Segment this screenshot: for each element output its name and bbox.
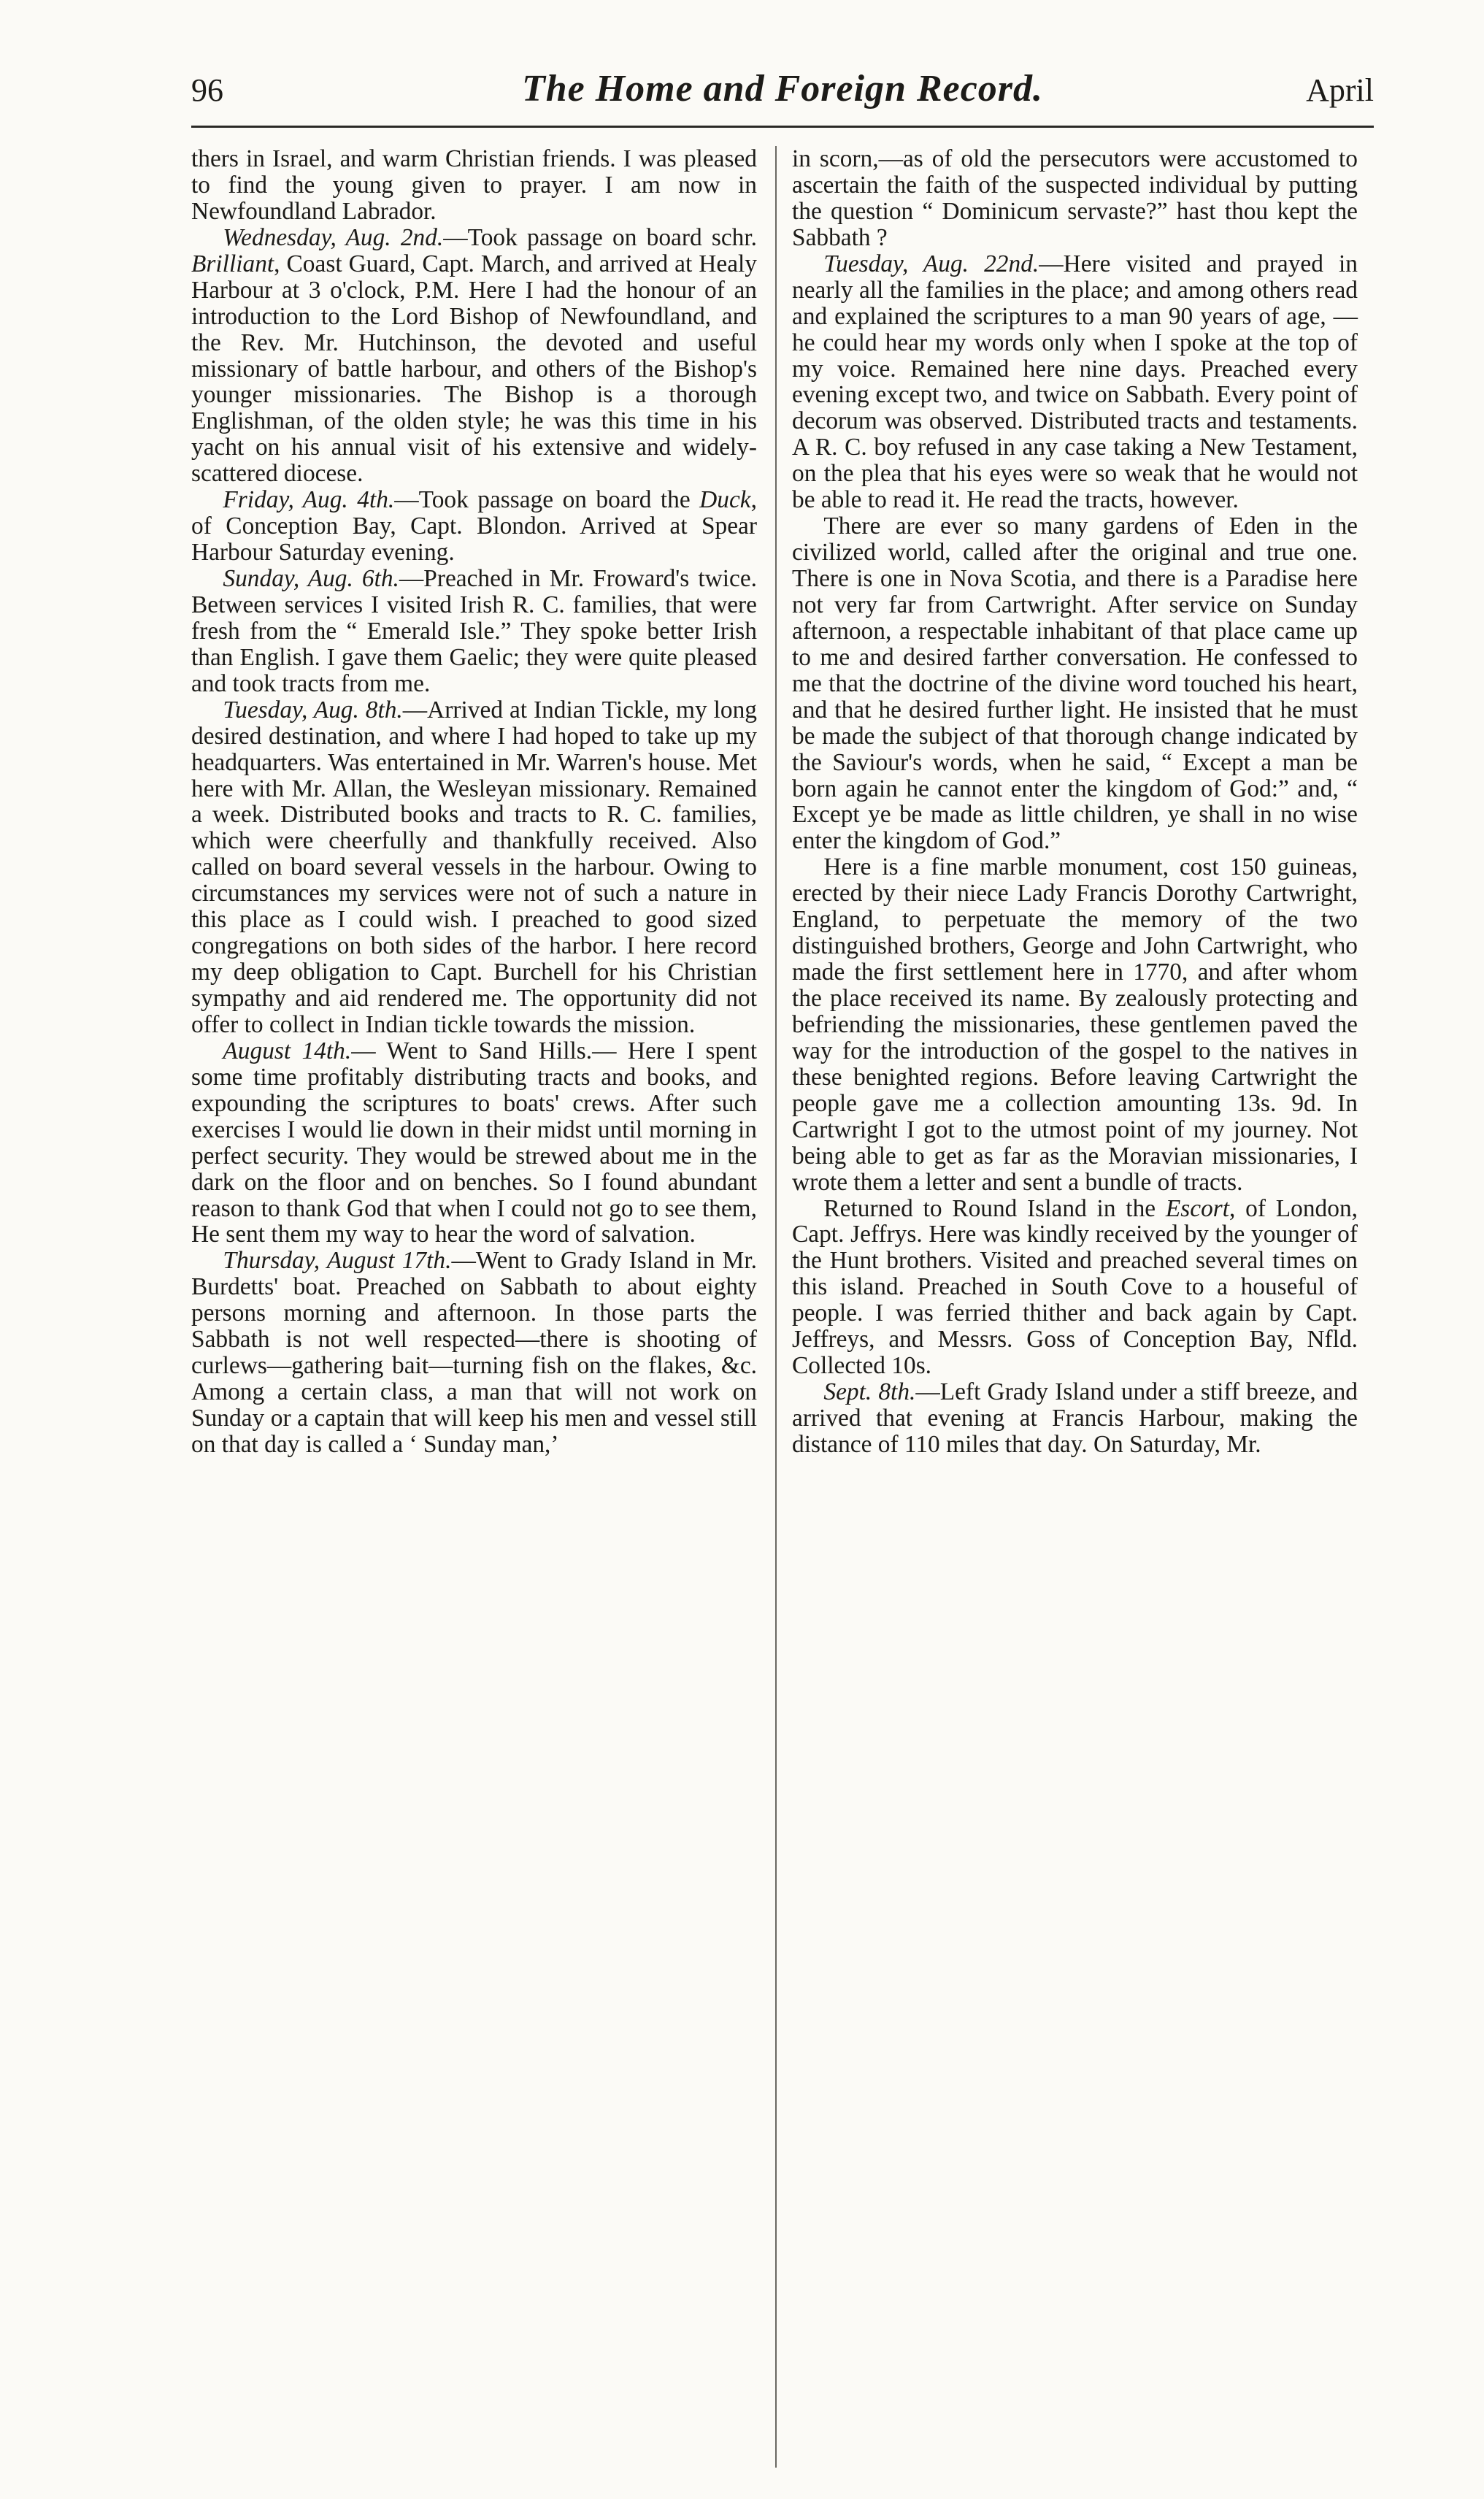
header-rule bbox=[191, 126, 1374, 128]
paragraph bbox=[191, 146, 757, 225]
paragraph bbox=[792, 146, 1358, 251]
page-number: 96 bbox=[191, 72, 223, 108]
paragraph-text: , of London, Capt. Jeffrys. Here was kindly received by the younger of the Hunt brothers. Visited and preached several times on this island. Preached in South Cove to a houseful of people. I was ferried thither and back again by Capt. Jeffreys, and Messrs. Goss of Conception Bay, Nfld. Collected 10s. bbox=[792, 1194, 1358, 1380]
column-divider bbox=[775, 146, 777, 2468]
paragraph bbox=[191, 566, 757, 697]
paragraph-text: —Went to Grady Island in Mr. Burdetts' boat. Preached on Sabbath to about eighty persons morning and afternoon. In those parts the Sabbath is not well respected—there is shooting of curlews—gathering bait—turning fish on the flakes, &c. Among a certain class, a man that will not work on Sunday or a captain that will keep his men and vessel still on that day is called a ‘ Sunday man,’ bbox=[191, 1247, 757, 1458]
paragraph bbox=[792, 1379, 1358, 1458]
paragraph bbox=[792, 251, 1358, 513]
paragraph bbox=[792, 854, 1358, 1195]
entry-date: Thursday, August 17th. bbox=[223, 1247, 452, 1275]
paragraph-text: , Coast Guard, Capt. March, and arrived at Healy Harbour at 3 o'clock, P.M. Here I had the honour of an introduction to the Lord Bishop of Newfoundland, and the Rev. Mr. Hutchinson, the devoted and useful missionary of battle harbour, and others of the Bishop's younger missionaries. The Bishop is a thorough Englishman, of the olden style; he was this time in his yacht on his annual visit of his extensive and widely-scattered diocese. bbox=[191, 250, 757, 488]
paragraph-text: thers in Israel, and warm Christian friends. I was pleased to find the young given to prayer. I am now in Newfoundland Labrador. bbox=[191, 145, 757, 225]
paragraph-text: —Left Grady Island under a stiff breeze, and arrived that evening at Francis Harbour, making the distance of 110 miles that day. On Saturday, Mr. bbox=[792, 1378, 1358, 1458]
paragraph-text: — Went to Sand Hills.— Here I spent some time profitably distributing tracts and books, and expounding the scriptures to boats' crews. After such exercises I would lie down in their midst until morning in perfect security. They would be strewed about me in the dark on the floor and on benches. So I found abundant reason to thank God that when I could not go to see them, He sent them my way to hear the word of salvation. bbox=[191, 1037, 758, 1248]
right-column bbox=[792, 146, 1358, 1458]
running-title: The Home and Foreign Record. bbox=[521, 68, 1044, 110]
entry-date: August 14th. bbox=[223, 1037, 352, 1064]
paragraph-text: —Here visited and prayed in nearly all the families in the place; and among others read and explained the scriptures to a man 90 years of age, —he could hear my words only when I spoke at the top of my voice. Remained here nine days. Preached every evening except two, and twice on Sabbath. Every point of decorum was observed. Distributed tracts and testaments. A R. C. boy refused in any case taking a New Testament, on the plea that his eyes were so weak that he would not be able to read it. He read the tracts, however. bbox=[792, 250, 1358, 514]
vessel-name: Duck bbox=[699, 486, 751, 514]
paragraph bbox=[191, 1038, 757, 1248]
entry-date: Tuesday, Aug. 8th. bbox=[223, 696, 403, 723]
paragraph-text: There are ever so many gardens of Eden in the civilized world, called after the original and true one. There is one in Nova Scotia, and there is a Paradise here not very far from Cartwright. After service on Sunday afternoon, a respectable inhabitant of that place came up to me and desired farther conversation. He confessed to me that the doctrine of the divine word touched his heart, and that he desired further light. He insisted that he must be made the subject of that thorough change indicated by the Saviour's words, when he said, “ Except a man be born again he cannot enter the kingdom of God:” and, “ Except ye be made as little children, ye shall in no wise enter the kingdom of God.” bbox=[792, 513, 1358, 855]
entry-date: Wednesday, Aug. 2nd. bbox=[223, 223, 444, 251]
paragraph-text: —Took passage on board schr. bbox=[443, 223, 757, 251]
paragraph-text: —Arrived at Indian Tickle, my long desired destination, and where I had hoped to take up my headquarters. Was entertained in Mr. Warren's house. Met here with Mr. Allan, the Wesleyan missionary. Remained a week. Distributed books and tracts to R. C. families, which were cheerfully and thankfully received. Also called on board several vessels in the harbour. Owing to circumstances my services were not of such a nature in this place as I could wish. I preached to good sized congregations on both sides of the harbor. I here record my deep obligation to Capt. Burchell for his Christian sympathy and aid rendered me. The opportunity did not offer to collect in Indian tickle towards the mission. bbox=[191, 696, 757, 1038]
page-header bbox=[191, 68, 1374, 123]
entry-date: Sunday, Aug. 6th. bbox=[223, 565, 399, 592]
entry-date: Friday, Aug. 4th. bbox=[223, 486, 395, 514]
paragraph-text: , of Conception Bay, Capt. Blondon. Arrived at Spear Harbour Saturday evening. bbox=[191, 486, 757, 567]
paragraph-text: Returned to Round Island in the bbox=[823, 1194, 1166, 1222]
vessel-name: Brilliant bbox=[191, 250, 274, 277]
paragraph bbox=[191, 1248, 757, 1458]
paragraph-text: Here is a fine marble monument, cost 150 guineas, erected by their niece Lady Francis Dorothy Cartwright, England, to perpetuate the memory of the two distinguished brothers, George and John Cartwright, who made the first settlement here in 1770, and after whom the place received its name. By zealously protecting and befriending the missionaries, these gentlemen paved the way for the introduction of the gospel to the natives in these benighted regions. Before leaving Cartwright the people gave me a collection amounting 13s. 9d. In Cartwright I got to the utmost point of my journey. Not being able to get as far as the Moravian missionaries, I wrote them a letter and sent a bundle of tracts. bbox=[792, 853, 1358, 1196]
paragraph-text: in scorn,—as of old the persecutors were accustomed to ascertain the faith of the suspected individual by putting the question “ Dominicum servaste?” hast thou kept the Sabbath ? bbox=[792, 145, 1358, 251]
paragraph-text: —Took passage on board the bbox=[394, 486, 700, 514]
entry-date: Sept. 8th. bbox=[823, 1378, 916, 1406]
paragraph bbox=[792, 1196, 1358, 1380]
vessel-name: Escort bbox=[1165, 1194, 1230, 1222]
paragraph bbox=[191, 487, 757, 566]
left-column bbox=[191, 146, 757, 1458]
paragraph bbox=[191, 697, 757, 1038]
paragraph bbox=[191, 225, 757, 487]
entry-date: Tuesday, Aug. 22nd. bbox=[823, 250, 1039, 277]
paragraph bbox=[792, 513, 1358, 854]
paragraph-text: —Preached in Mr. Froward's twice. Between services I visited Irish R. C. families, that were fresh from the “ Emerald Isle.” They spoke better Irish than English. I gave them Gaelic; they were quite pleased and took tracts from me. bbox=[191, 565, 757, 697]
issue-month: April bbox=[1306, 72, 1374, 108]
